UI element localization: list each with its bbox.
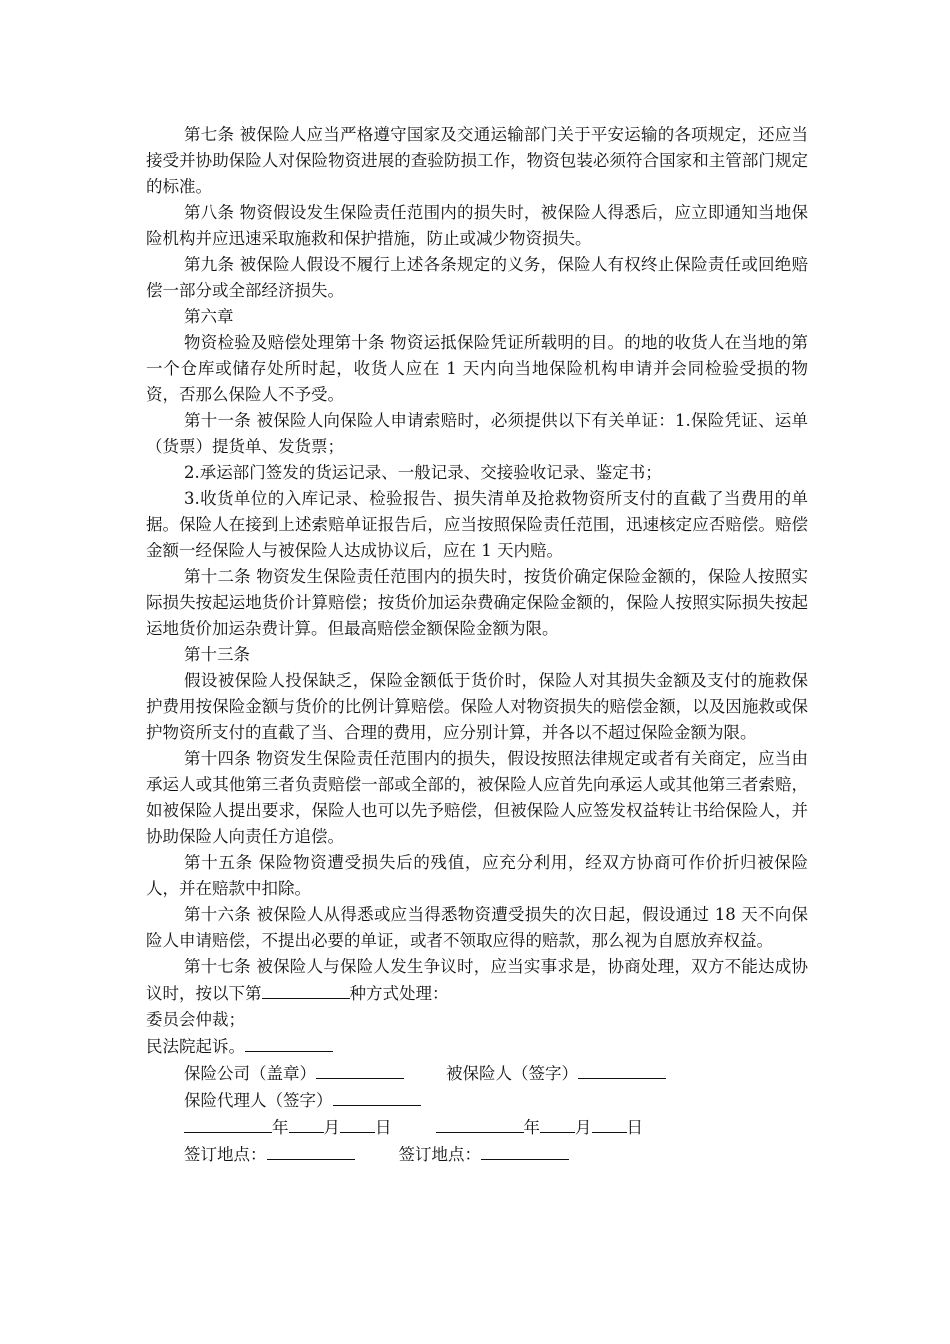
article-17: 第十七条 被保险人与保险人发生争议时，应当实事求是，协商处理，双方不能达成协议时，按以下第 种方式处理：	[146, 957, 808, 1003]
article-10: 物资检验及赔偿处理第十条 物资运抵保险凭证所载明的目。的地的收货人在当地的第一个仓库或储存处所时起，收货人应在 1 天内向当地保险机构申请并会同检验受损的物资，否那么保险人不予受。	[146, 333, 808, 404]
date-row: 年 月 日 年 月 日	[184, 1114, 808, 1141]
day-blank-2[interactable]	[592, 1114, 627, 1133]
article-15: 第十五条 保险物资遭受损失后的残值，应充分利用，经双方协商可作价折归被保险人，并在赔款中扣除。	[146, 853, 808, 898]
article-8: 第八条 物资假设发生保险责任范围内的损失时，被保险人得悉后，应立即通知当地保险机构并应迅速采取施救和保护措施，防止或减少物资损失。	[146, 203, 808, 248]
signature-row-2: 保险代理人（签字）	[184, 1087, 808, 1114]
article-12: 第十二条 物资发生保险责任范围内的损失时，按货价确定保险金额的，保险人按照实际损失按起运地货价计算赔偿；按货价加运杂费确定保险金额的，保险人按照实际损失按起运地货价加运杂费计算。但最高赔偿金额保险金额为限。	[146, 567, 808, 638]
article-13: 假设被保险人投保缺乏，保险金额低于货价时，保险人对其损失金额及支付的施救保护费用按保险金额与货价的比例计算赔偿。保险人对物资损失的赔偿金额，以及因施救或保护物资所支付的直截了当、合理的费用，应分别计算，并各以不超过保险金额为限。	[146, 671, 808, 742]
article-16: 第十六条 被保险人从得悉或应当得悉物资遭受损失的次日起，假设通过 18 天不向保险人申请赔偿，不提出必要的单证，或者不领取应得的赔款，那么视为自愿放弃权益。	[146, 905, 808, 950]
article-11-item-2: 2.承运部门签发的货运记录、一般记录、交接验收记录、鉴定书；	[184, 463, 662, 482]
option-arbitration: 委员会仲裁；	[146, 1010, 245, 1029]
place-blank-1[interactable]	[267, 1141, 355, 1160]
place-blank-2[interactable]	[481, 1141, 569, 1160]
option-court: 民法院起诉。	[146, 1033, 808, 1060]
court-blank[interactable]	[245, 1033, 333, 1052]
year-blank-2[interactable]	[436, 1114, 524, 1133]
dispute-method-blank[interactable]	[262, 980, 350, 999]
contract-body	[146, 122, 808, 1168]
agent-signature-blank[interactable]	[333, 1087, 421, 1106]
article-11-item-3: 3.收货单位的入库记录、检验报告、损失清单及抢救物资所支付的直截了当费用的单据。保险人在接到上述索赔单证报告后，应当按照保险责任范围，迅速核定应否赔偿。赔偿金额一经保险人与被保险人达成协议后，应在 1 天内赔。	[146, 489, 808, 560]
day-blank-1[interactable]	[340, 1114, 375, 1133]
place-row: 签订地点： 签订地点：	[184, 1141, 808, 1168]
chapter-6-heading: 第六章	[184, 307, 234, 326]
article-13-heading: 第十三条	[184, 645, 250, 664]
insurer-seal-blank[interactable]	[316, 1060, 404, 1079]
signature-row-1: 保险公司（盖章） 被保险人（签字）	[184, 1060, 808, 1087]
article-9: 第九条 被保险人假设不履行上述各条规定的义务，保险人有权终止保险责任或回绝赔偿一部分或全部经济损失。	[146, 255, 808, 300]
article-11: 第十一条 被保险人向保险人申请索赔时，必须提供以下有关单证：1.保险凭证、运单（货票）提货单、发货票；	[146, 411, 808, 456]
article-7: 第七条 被保险人应当严格遵守国家及交通运输部门关于平安运输的各项规定，还应当接受并协助保险人对保险物资进展的查验防损工作，物资包装必须符合国家和主管部门规定的标准。	[146, 125, 808, 196]
month-blank-2[interactable]	[540, 1114, 575, 1133]
insured-signature-blank[interactable]	[578, 1060, 666, 1079]
month-blank-1[interactable]	[289, 1114, 324, 1133]
year-blank-1[interactable]	[184, 1114, 272, 1133]
article-14: 第十四条 物资发生保险责任范围内的损失，假设按照法律规定或者有关商定，应当由承运人或其他第三者负责赔偿一部或全部的，被保险人应首先向承运人或其他第三者索赔，如被保险人提出要求，保险人也可以先予赔偿，但被保险人应签发权益转让书给保险人，并协助保险人向责任方追偿。	[146, 749, 808, 846]
